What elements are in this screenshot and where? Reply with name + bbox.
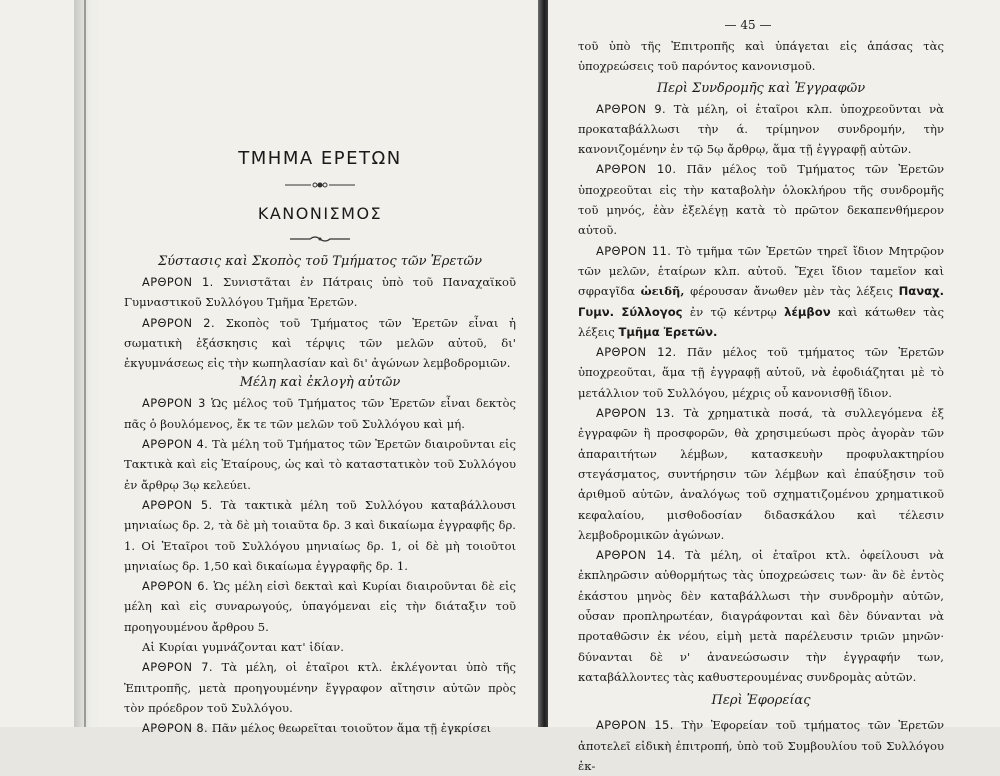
ornament-divider: [124, 176, 516, 192]
article-text: Τὰ τακτικὰ μέλη τοῦ Συλλόγου καταβάλλουσι μηνιαίως δρ. 2, τὰ δὲ μὴ τοιαῦτα δρ. 3 καὶ δικαίωμα ἐγγραφῆς δρ. 1. Οἱ Ἑταῖροι τοῦ Συλλόγου μηνιαίως δρ. 1, οἱ δὲ μὴ τοιοῦτοι μηνιαίως δρ. 1,50 καὶ δικαίωμα ἐγγραφῆς δρ. 1.: [124, 497, 517, 573]
section-heading: Μέλη καὶ ἐκλογὴ αὐτῶν: [239, 375, 401, 391]
article-label: ΑΡΘΡΟΝ 2.: [142, 315, 215, 330]
page-number: — 45 —: [724, 18, 772, 32]
right-page: [548, 0, 1000, 773]
ornament-divider: [124, 230, 516, 246]
article: [578, 403, 944, 545]
seal-inscription: Τμῆμα Ἐρετῶν.: [618, 324, 718, 339]
article: [124, 495, 516, 576]
article-text: Τὰ μέλη, οἱ ἑταῖροι κτλ. ἐκλέγονται ὑπὸ τῆς Ἐπιτροπῆς, μετὰ προηγουμένην ἔγγραφον αἴτησιν αὐτῶν πρὸς τὸν πρόεδρον τοῦ Συλλόγου.: [124, 660, 516, 715]
article: [124, 718, 516, 738]
article-label: ΑΡΘΡΟΝ 14.: [596, 548, 676, 563]
article: [578, 99, 944, 160]
article-text: Τὸ τμῆμα τῶν Ἐρετῶν τηρεῖ ἴδιον Μητρῷον τῶν μελῶν, ἑταίρων κλπ. αὐτοῦ. Ἔχει ἴδιον ταμεῖον καὶ σφραγῖδα: [578, 243, 945, 299]
article-label: ΑΡΘΡΟΝ 5.: [142, 497, 213, 512]
article: [578, 342, 944, 403]
article-label: ΑΡΘΡΟΝ 13.: [596, 406, 675, 421]
article-label: ΑΡΘΡΟΝ 7.: [142, 660, 213, 675]
article-text: Ὡς μέλος τοῦ Τμήματος τῶν Ἐρετῶν εἶναι δεκτὸς πᾶς ὁ βουλόμενος, ἔκ τε τῶν μελῶν τοῦ Συλλόγου καὶ μή.: [124, 396, 516, 431]
article-text: καὶ κάτωθεν τὰς λέξεις: [578, 304, 944, 339]
seal-inscription: Σύλλογος: [621, 304, 683, 319]
article-label: ΑΡΘΡΟΝ 6.: [142, 579, 209, 594]
article-text: Πᾶν μέλος τοῦ τμήματος τῶν Ἐρετῶν ὑποχρεοῦται, ἅμα τῇ ἐγγραφῇ αὐτοῦ, νὰ ἐφοδιάζηται μὲ τὸ μετάλλιον τοῦ Συλλόγου, μέχρις οὗ κανονισθῇ ἴδιον.: [578, 345, 944, 400]
section-title: ΤΜΗΜΑ ΕΡΕΤΩΝ: [238, 148, 402, 169]
seal-inscription: Παναχ. Γυμν.: [578, 284, 944, 319]
article-text: Πᾶν μέλος τοῦ Τμήματος τῶν Ἐρετῶν ὑποχρεοῦται εἰς τὴν καταβολὴν ὁλοκλήρου τῆς συνδρομῆς τοῦ μηνός, ἐὰν ἐξελέγῃ κατὰ τὸ πρῶτον δεκαπενθήμερον αὐτοῦ.: [578, 162, 944, 238]
article-text: Τὰ μέλη, οἱ ἑταῖροι κτλ. ὀφείλουσι νὰ ἐκπληρῶσιν αὐθορμήτως τὰς ὑποχρεώσεις των· ἂν δὲ ἐντὸς ἑκάστου μηνὸς δὲν καταβάλλωσι τὴν συνδρομὴν αὐτῶν, οὖσαν προπληρωτέαν, διαγράφονται καὶ δὲν δύνανται νὰ προταθῶσιν ἐκ νέου, εἰμὴ μετὰ παρέλευσιν τριῶν μηνῶν· δύνανται δὲ ν' ἀνανεώσωσιν τὴν ἐγγραφήν των, καταβάλλοντες τὰς καθυστερουμένας συνδρομὰς αὐτῶν.: [578, 548, 944, 684]
article-label: ΑΡΘΡΟΝ 1.: [142, 275, 214, 289]
article: [124, 272, 516, 313]
article-label: ΑΡΘΡΟΝ 4.: [142, 437, 209, 452]
article: [578, 241, 944, 342]
article-text: Σκοπὸς τοῦ Τμήματος τῶν Ἐρετῶν εἶναι ἡ σωματικὴ ἐξάσκησις καὶ τέρψις τῶν μελῶν αὐτοῦ, δι' ἐκγυμνάσεως εἰς τὴν κωπηλασίαν καὶ δι' ἀγώνων λεμβοδρομιῶν.: [124, 315, 517, 371]
article-label: ΑΡΘΡΟΝ 9.: [596, 101, 667, 116]
article: [578, 545, 944, 687]
article-text: Τὰ μέλη, οἱ ἑταῖροι κλπ. ὑποχρεοῦνται νὰ προκαταβάλλωσι τὴν ά. τρίμηνον συνδρομήν, τὴν κανονιζομένην ἐν τῷ 5ῳ ἄρθρῳ, ἅμα τῇ ἐγγραφῇ αὐτῶν.: [578, 101, 944, 157]
article-text: Ὡς μέλη εἰσὶ δεκταὶ καὶ Κυρίαι διαιροῦνται δὲ εἰς μέλη καὶ εἰς συναρωγούς, ὑπαγόμεναι εἰς τὴν διάταξιν τοῦ προηγουμένου ἄρθρου 5.: [124, 579, 517, 634]
seal-word: ὡειδῆ,: [640, 284, 685, 299]
article: [124, 657, 516, 718]
article: [124, 393, 516, 434]
article: [124, 313, 516, 374]
ornament-icon: [290, 234, 350, 244]
article-label: ΑΡΘΡΟΝ 8.: [142, 721, 209, 736]
ornament-icon: [285, 180, 355, 190]
page-edge-shadow: [74, 0, 100, 727]
article-text: φέρουσαν ἄνωθεν μὲν τὰς λέξεις: [690, 284, 893, 299]
section-heading: Περὶ Συνδρομῆς καὶ Ἐγγραφῶν: [656, 80, 866, 96]
article-text: Τὰ μέλη τοῦ Τμήματος τῶν Ἐρετῶν διαιροῦνται εἰς Τακτικὰ καὶ εἰς Ἑταίρους, ὡς καὶ τὸ καταστατικὸν τοῦ Συλλόγου ἐν ἄρθρῳ 3ῳ κελεύει.: [124, 437, 516, 492]
article-label: ΑΡΘΡΟΝ 15.: [596, 718, 674, 733]
article-label: ΑΡΘΡΟΝ 11.: [596, 243, 672, 258]
section-heading: Σύστασις καὶ Σκοπὸς τοῦ Τμήματος τῶν Ἐρετῶν: [157, 254, 483, 269]
article-label: ΑΡΘΡΟΝ 3: [142, 396, 206, 411]
seal-inscription: λέμβον: [784, 304, 831, 319]
left-page-content: [124, 132, 516, 739]
article-text: Τὴν Ἐφορείαν τοῦ τμήματος τῶν Ἐρετῶν ἀποτελεῖ εἰδικὴ ἐπιτροπή, ὑπὸ τοῦ Συμβουλίου τοῦ Συλλόγου ἐκ-: [578, 718, 944, 773]
article-text: ἐν τῷ κέντρῳ: [689, 304, 777, 319]
article: [124, 434, 516, 495]
article: [578, 159, 944, 240]
article-text: Πᾶν μέλος θεωρεῖται τοιοῦτον ἅμα τῇ ἐγκρίσει: [211, 721, 492, 736]
right-page-content: [578, 18, 944, 776]
article-label: ΑΡΘΡΟΝ 12.: [596, 345, 677, 360]
article-text: Τὰ χρηματικὰ ποσά, τὰ συλλεγόμενα ἐξ ἐγγραφῶν ἢ προσφορῶν, θὰ χρησιμεύωσι πρὸς ἀγορὰν τῶν ἀπαραιτήτων λέμβων, κατασκευὴν προφυλακτηρίου στεγάσματος, συντήρησιν τῶν λέμβων καὶ ἐπαύξησιν τοῦ ἀριθμοῦ αὐτῶν, ἀναλόγως τοῦ σχηματιζομένου χρηματικοῦ κεφαλαίου, μισθοδοσίαν διδασκάλου καὶ τέλεσιν λεμβοδρομικῶν ἀγώνων.: [578, 406, 944, 542]
section-heading: Περὶ Ἐφορείας: [711, 693, 811, 709]
article-label: ΑΡΘΡΟΝ 10.: [596, 162, 677, 177]
regulation-heading: ΚΑΝΟΝΙΣΜΟΣ: [257, 204, 383, 223]
article: [578, 715, 944, 776]
article-note: Αἱ Κυρίαι γυμνάζονται κατ' ἰδίαν.: [142, 640, 344, 655]
article: [124, 576, 516, 637]
continued-text: τοῦ ὑπὸ τῆς Ἐπιτροπῆς καὶ ὑπάγεται εἰς ἁπάσας τὰς ὑποχρεώσεις τοῦ παρόντος κανονισμοῦ.: [578, 39, 944, 74]
article-text: Συνιστᾶται ἐν Πάτραις ὑπὸ τοῦ Παναχαϊκοῦ Γυμναστικοῦ Συλλόγου Τμῆμα Ἐρετῶν.: [124, 275, 516, 310]
